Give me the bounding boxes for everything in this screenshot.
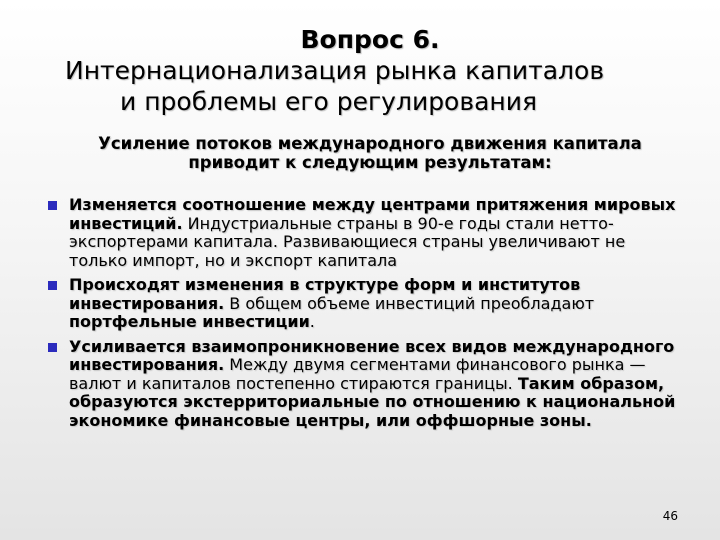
title-line-1: Вопрос 6. (300, 25, 440, 54)
square-bullet-icon (48, 281, 57, 290)
subtitle-line-1: Усиление потоков международного движения капитала (98, 134, 642, 153)
bullet-item (46, 338, 686, 431)
bullet-text: Индустриальные страны в 90-е годы стали нетто-экспортерами капитала. Развивающиеся страны увеличивают не только импорт, но и экспорт капитала (69, 213, 626, 270)
bullet-bold-lead: Усиливается взаимопроникновение всех видов международного инвестирования. (69, 336, 675, 374)
square-bullet-icon (48, 201, 57, 210)
page-number: 46 (662, 509, 678, 523)
bullet-list (46, 196, 686, 436)
bullet-bold-end: Таким образом, образуются экстерриториальные по отношению к национальной экономике финансовые центры, или оффшорные зоны. (69, 373, 676, 430)
square-bullet-icon (48, 343, 57, 352)
title-line-3: и проблемы его регулирования (120, 87, 538, 116)
bullet-bold-lead: Изменяется соотношение между центрами притяжения мировых инвестиций. (69, 195, 676, 233)
slide-title (50, 24, 690, 117)
title-line-2: Интернационализация рынка капиталов (65, 56, 605, 85)
bullet-bold-end: портфельные инвестиции (69, 312, 310, 331)
bullet-item (46, 196, 686, 270)
bullet-text: В общем объеме инвестиций преобладают (224, 293, 595, 313)
bullet-text: Между двумя сегментами финансового рынка — валют и капиталов постепенно стираются границы. (69, 355, 646, 393)
subtitle-line-2: приводит к следующим результатам: (188, 153, 552, 172)
bullet-bold-lead: Происходят изменения в структуре форм и институтов инвестирования. (69, 275, 581, 313)
subtitle (50, 134, 690, 172)
bullet-tail: . (309, 312, 315, 331)
bullet-item (46, 276, 686, 332)
